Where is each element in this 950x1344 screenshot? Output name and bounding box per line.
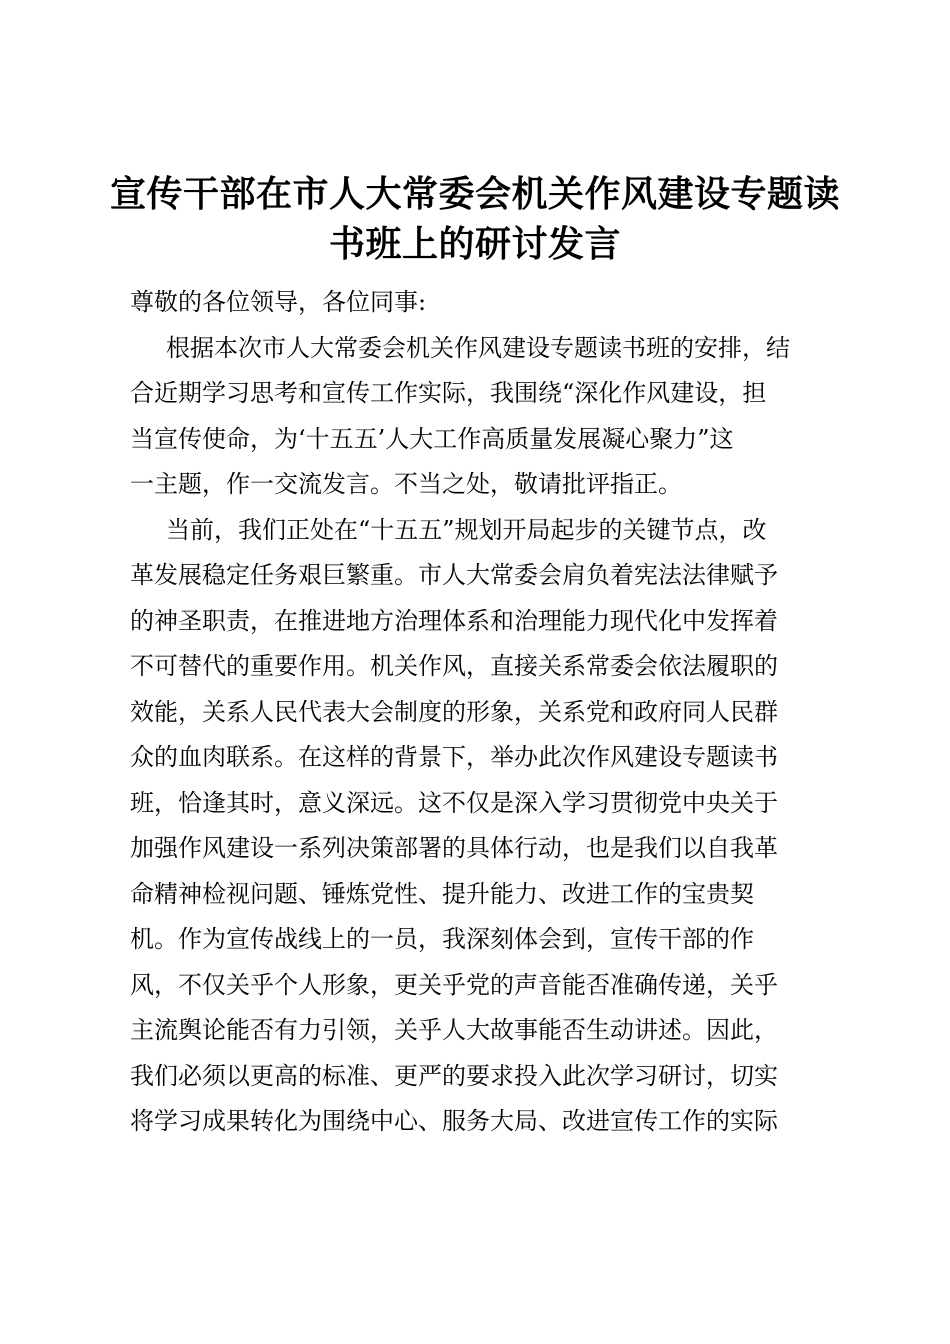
paragraph-1 <box>130 326 830 508</box>
paragraph-line: 主流舆论能否有力引领，关乎人大故事能否生动讲述。因此， <box>130 1016 778 1044</box>
paragraph-line: 当前，我们正处在“十五五”规划开局起步的关键节点，改 <box>166 515 767 544</box>
paragraph-line: 加强作风建设一系列决策部署的具体行动，也是我们以自我革 <box>130 834 778 862</box>
paragraph-line: 的神圣职责，在推进地方治理体系和治理能力现代化中发挥着 <box>130 606 778 635</box>
paragraph-line: 不可替代的重要作用。机关作风，直接关系常委会依法履职的 <box>130 652 778 680</box>
greeting: 尊敬的各位领导，各位同事: <box>130 288 427 316</box>
paragraph-line: 风，不仅关乎个人形象，更关乎党的声音能否准确传递，关乎 <box>130 970 778 999</box>
paragraph-line: 班，恰逢其时，意义深远。这不仅是深入学习贯彻党中央关于 <box>130 788 778 817</box>
paragraph-line: 我们必须以更高的标准、更严的要求投入此次学习研讨，切实 <box>130 1061 778 1090</box>
paragraph-line: 效能，关系人民代表大会制度的形象，关系党和政府同人民群 <box>130 697 778 726</box>
paragraph-line: 将学习成果转化为围绕中心、服务大局、改进宣传工作的实际 <box>130 1107 778 1135</box>
document-title <box>110 170 840 270</box>
paragraph-line: 合近期学习思考和宣传工作实际，我围绕“深化作风建设，担 <box>130 379 767 407</box>
paragraph-line: 一主题，作一交流发言。不当之处，敬请批评指正。 <box>130 470 682 498</box>
paragraph-line: 命精神检视问题、锤炼党性、提升能力、改进工作的宝贵契 <box>130 879 754 908</box>
document-body <box>130 280 830 1145</box>
paragraph-2 <box>130 508 830 1145</box>
paragraph-line: 革发展稳定任务艰巨繁重。市人大常委会肩负着宪法法律赋予 <box>130 561 778 589</box>
title-line: 书班上的研讨发言 <box>328 224 621 265</box>
paragraph-line: 根据本次市人大常委会机关作风建设专题读书班的安排，结 <box>166 333 790 362</box>
paragraph-line: 当宣传使命，为‘十五五’人大工作高质量发展凝心聚力”这 <box>130 424 734 453</box>
paragraph-line: 众的血肉联系。在这样的背景下，举办此次作风建设专题读书 <box>130 743 778 771</box>
paragraph-line: 机。作为宣传战线上的一员，我深刻体会到，宣传干部的作 <box>130 925 754 953</box>
title-line: 宣传干部在市人大常委会机关作风建设专题读 <box>110 174 841 215</box>
